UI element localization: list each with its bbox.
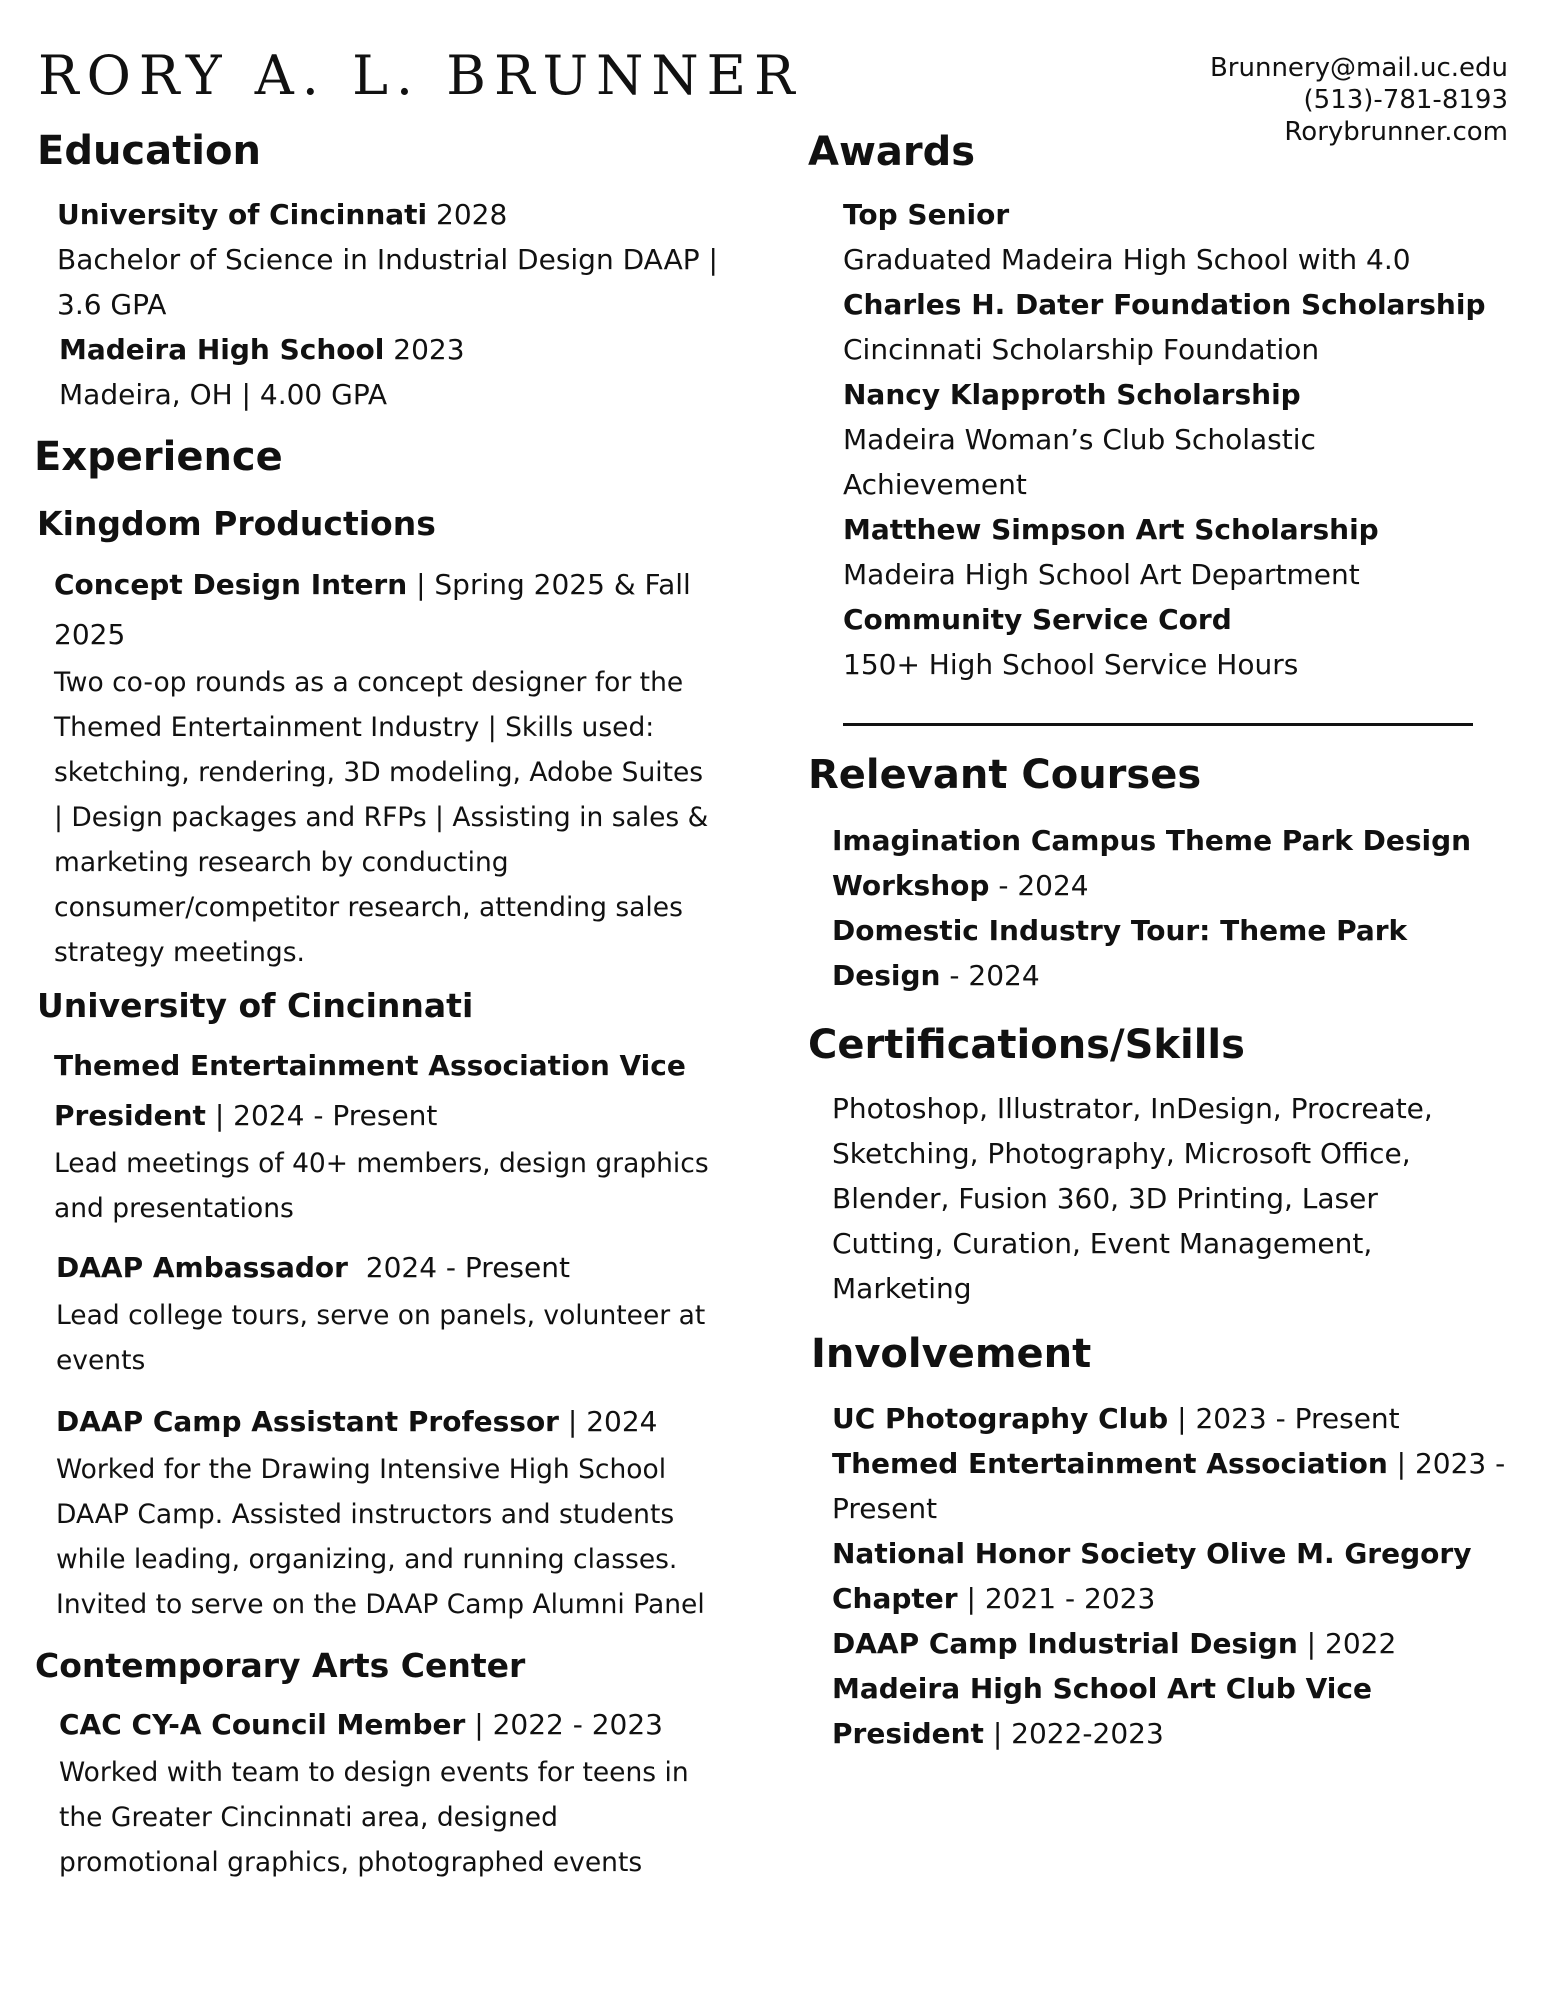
inv-4-dates: | 2022 [1297, 1627, 1397, 1660]
award-5-name: Community Service Cord [843, 603, 1232, 636]
job-camp [56, 1397, 705, 1627]
skills-line-2: Sketching, Photography, Microsoft Office, [832, 1137, 1411, 1170]
course-1-line1: Imagination Campus Theme Park Design [832, 824, 1472, 857]
inv-4-name: DAAP Camp Industrial Design [832, 1627, 1298, 1660]
cac-role: CAC CY-A Council Member [59, 1708, 466, 1741]
inv-5-name-1: Madeira High School Art Club Vice [832, 1672, 1372, 1705]
tea-desc-1: Lead meetings of 40+ members, design graphics [54, 1148, 709, 1179]
uc-school: University of Cincinnati [57, 198, 428, 231]
tea-desc-2: and presentations [54, 1193, 294, 1224]
kp-dates: | Spring 2025 & Fall [407, 568, 691, 601]
education-uc [57, 192, 718, 327]
skills-list [832, 1086, 1433, 1311]
inv-5-name-2: President [832, 1717, 984, 1750]
kp-desc-3: sketching, rendering, 3D modeling, Adobe Suites [54, 757, 704, 788]
course-1-year: - 2024 [989, 869, 1089, 902]
inv-2-dates: | 2023 - [1387, 1447, 1506, 1480]
tea-role-2: President [54, 1099, 206, 1132]
amb-desc-2: events [56, 1345, 146, 1376]
course-2-year: - 2024 [940, 959, 1040, 992]
cac-desc-3: promotional graphics, photographed events [59, 1847, 643, 1878]
org-kingdom-productions: Kingdom Productions [37, 504, 436, 543]
section-divider [843, 723, 1473, 726]
email[interactable]: Brunnery@mail.uc.edu [1209, 53, 1508, 83]
inv-3-name-2: Chapter [832, 1582, 958, 1615]
camp-desc-3: while leading, organizing, and running classes. [56, 1544, 678, 1575]
award-3-detail-1: Madeira Woman’s Club Scholastic [843, 423, 1316, 456]
award-5-detail: 150+ High School Service Hours [843, 648, 1299, 681]
award-2-name: Charles H. Dater Foundation Scholarship [843, 288, 1486, 321]
award-3-detail-2: Achievement [843, 468, 1027, 501]
camp-desc-2: DAAP Camp. Assisted instructors and students [56, 1499, 675, 1530]
amb-dates: 2024 - Present [347, 1251, 570, 1284]
skills-line-5: Marketing [832, 1272, 972, 1305]
education-heading: Education [37, 128, 261, 174]
kp-desc-4: | Design packages and RFPs | Assisting in sales & [54, 802, 709, 833]
cac-dates: | 2022 - 2023 [465, 1708, 663, 1741]
course-2-line1: Domestic Industry Tour: Theme Park [832, 914, 1408, 947]
kp-desc-7: strategy meetings. [54, 937, 305, 968]
kp-role: Concept Design Intern [54, 568, 408, 601]
kp-dates-cont: 2025 [54, 618, 126, 651]
inv-1-dates: | 2023 - Present [1168, 1402, 1400, 1435]
tea-dates: | 2024 - Present [205, 1099, 438, 1132]
cac-desc-2: the Greater Cincinnati area, designed [59, 1802, 558, 1833]
courses-list [832, 818, 1471, 998]
phone[interactable]: (513)-781-8193 [1303, 85, 1508, 115]
involvement-list [832, 1396, 1505, 1756]
experience-heading: Experience [34, 434, 283, 480]
camp-dates: | 2024 [559, 1405, 658, 1438]
award-4-name: Matthew Simpson Art Scholarship [843, 513, 1379, 546]
involvement-heading: Involvement [811, 1331, 1092, 1377]
award-4-detail: Madeira High School Art Department [843, 558, 1360, 591]
org-university-of-cincinnati: University of Cincinnati [37, 986, 474, 1025]
award-3-name: Nancy Klapproth Scholarship [843, 378, 1301, 411]
job-kingdom [54, 560, 708, 975]
mhs-detail: Madeira, OH | 4.00 GPA [59, 378, 388, 411]
contact-block [1210, 52, 1508, 148]
org-contemporary-arts-center: Contemporary Arts Center [35, 1646, 526, 1685]
kp-desc-5: marketing research by conducting [54, 847, 509, 878]
course-1-line2: Workshop [832, 869, 990, 902]
camp-role: DAAP Camp Assistant Professor [56, 1405, 559, 1438]
skills-heading: Certifications/Skills [808, 1022, 1245, 1068]
resume-name: RORY A. L. BRUNNER [38, 44, 803, 107]
job-tea [54, 1041, 709, 1231]
award-1-name: Top Senior [843, 198, 1010, 231]
mhs-year: 2023 [384, 333, 465, 366]
inv-1-name: UC Photography Club [832, 1402, 1169, 1435]
award-2-detail: Cincinnati Scholarship Foundation [843, 333, 1320, 366]
uc-year: 2028 [427, 198, 508, 231]
camp-desc-1: Worked for the Drawing Intensive High School [56, 1454, 667, 1485]
amb-role: DAAP Ambassador [56, 1251, 348, 1284]
course-2-line2: Design [832, 959, 941, 992]
mhs-school: Madeira High School [59, 333, 385, 366]
inv-2-name: Themed Entertainment Association [832, 1447, 1388, 1480]
cac-desc-1: Worked with team to design events for teens in [59, 1757, 689, 1788]
kp-desc-1: Two co-op rounds as a concept designer for the [54, 667, 684, 698]
awards-list [843, 192, 1485, 687]
website[interactable]: Rorybrunner.com [1284, 117, 1508, 147]
amb-desc-1: Lead college tours, serve on panels, volunteer at [56, 1300, 706, 1331]
courses-heading: Relevant Courses [808, 752, 1202, 798]
award-1-detail: Graduated Madeira High School with 4.0 [843, 243, 1411, 276]
inv-3-dates: | 2021 - 2023 [957, 1582, 1156, 1615]
tea-role-1: Themed Entertainment Association Vice [54, 1049, 686, 1082]
job-ambassador [56, 1243, 705, 1383]
job-cac [59, 1700, 689, 1885]
inv-5-dates: | 2022-2023 [983, 1717, 1164, 1750]
inv-3-name-1: National Honor Society Olive M. Gregory [832, 1537, 1472, 1570]
inv-2-dates-cont: Present [832, 1492, 938, 1525]
kp-desc-2: Themed Entertainment Industry | Skills used: [54, 712, 655, 743]
skills-line-4: Cutting, Curation, Event Management, [832, 1227, 1373, 1260]
uc-degree-line1: Bachelor of Science in Industrial Design DAAP | [57, 243, 718, 276]
camp-desc-4: Invited to serve on the DAAP Camp Alumni Panel [56, 1589, 705, 1620]
kp-desc-6: consumer/competitor research, attending sales [54, 892, 683, 923]
education-mhs [59, 327, 465, 417]
skills-line-3: Blender, Fusion 360, 3D Printing, Laser [832, 1182, 1378, 1215]
uc-degree-line2: 3.6 GPA [57, 288, 167, 321]
skills-line-1: Photoshop, Illustrator, InDesign, Procreate, [832, 1092, 1433, 1125]
awards-heading: Awards [808, 129, 976, 175]
